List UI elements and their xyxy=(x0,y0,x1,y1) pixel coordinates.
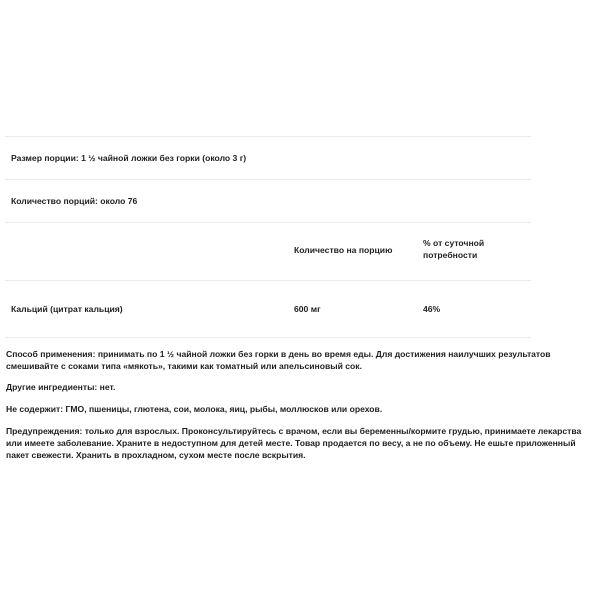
table-header-row xyxy=(5,222,531,280)
nutrient-amount: 600 мг xyxy=(294,304,321,314)
serving-size-row xyxy=(5,136,531,179)
other-ingredients-text: Другие ингредиенты: нет. xyxy=(6,382,116,392)
directions-text: Способ применения: принимать по 1 ½ чайной ложки без горки в день во время еды. Для достижения наилучших результатов смешивайте с соками типа «мякоть», такими как томатный или апельсиновый сок. xyxy=(6,349,551,371)
free-of-text: Не содержит: ГМО, пшеницы, глютена, сои, молока, яиц, рыбы, моллюсков или орехов. xyxy=(6,404,383,414)
supplement-facts-table xyxy=(5,136,531,338)
table-row xyxy=(5,280,531,338)
nutrient-daily-value: 46% xyxy=(423,304,441,314)
serving-size: Размер порции: 1 ½ чайной ложки без горки (около 3 г) xyxy=(11,153,247,163)
daily-value-header: % от суточной потребности xyxy=(423,238,485,260)
amount-per-serving-header: Количество на порцию xyxy=(294,245,393,255)
servings-per-container-row xyxy=(5,179,531,222)
servings-per-container: Количество порций: около 76 xyxy=(11,196,138,206)
warnings-text: Предупреждения: только для взрослых. Проконсультируйтесь с врачом, если вы беременны/кормите грудью, принимаете лекарства или имеете заболевание. Храните в недоступном для детей месте. Товар продается по весу, а не по объему. Не ешьте приложенный пакет свежести. Хранить в прохладном, сухом месте после вскрытия. xyxy=(6,426,582,460)
nutrient-name: Кальций (цитрат кальция) xyxy=(11,304,123,314)
